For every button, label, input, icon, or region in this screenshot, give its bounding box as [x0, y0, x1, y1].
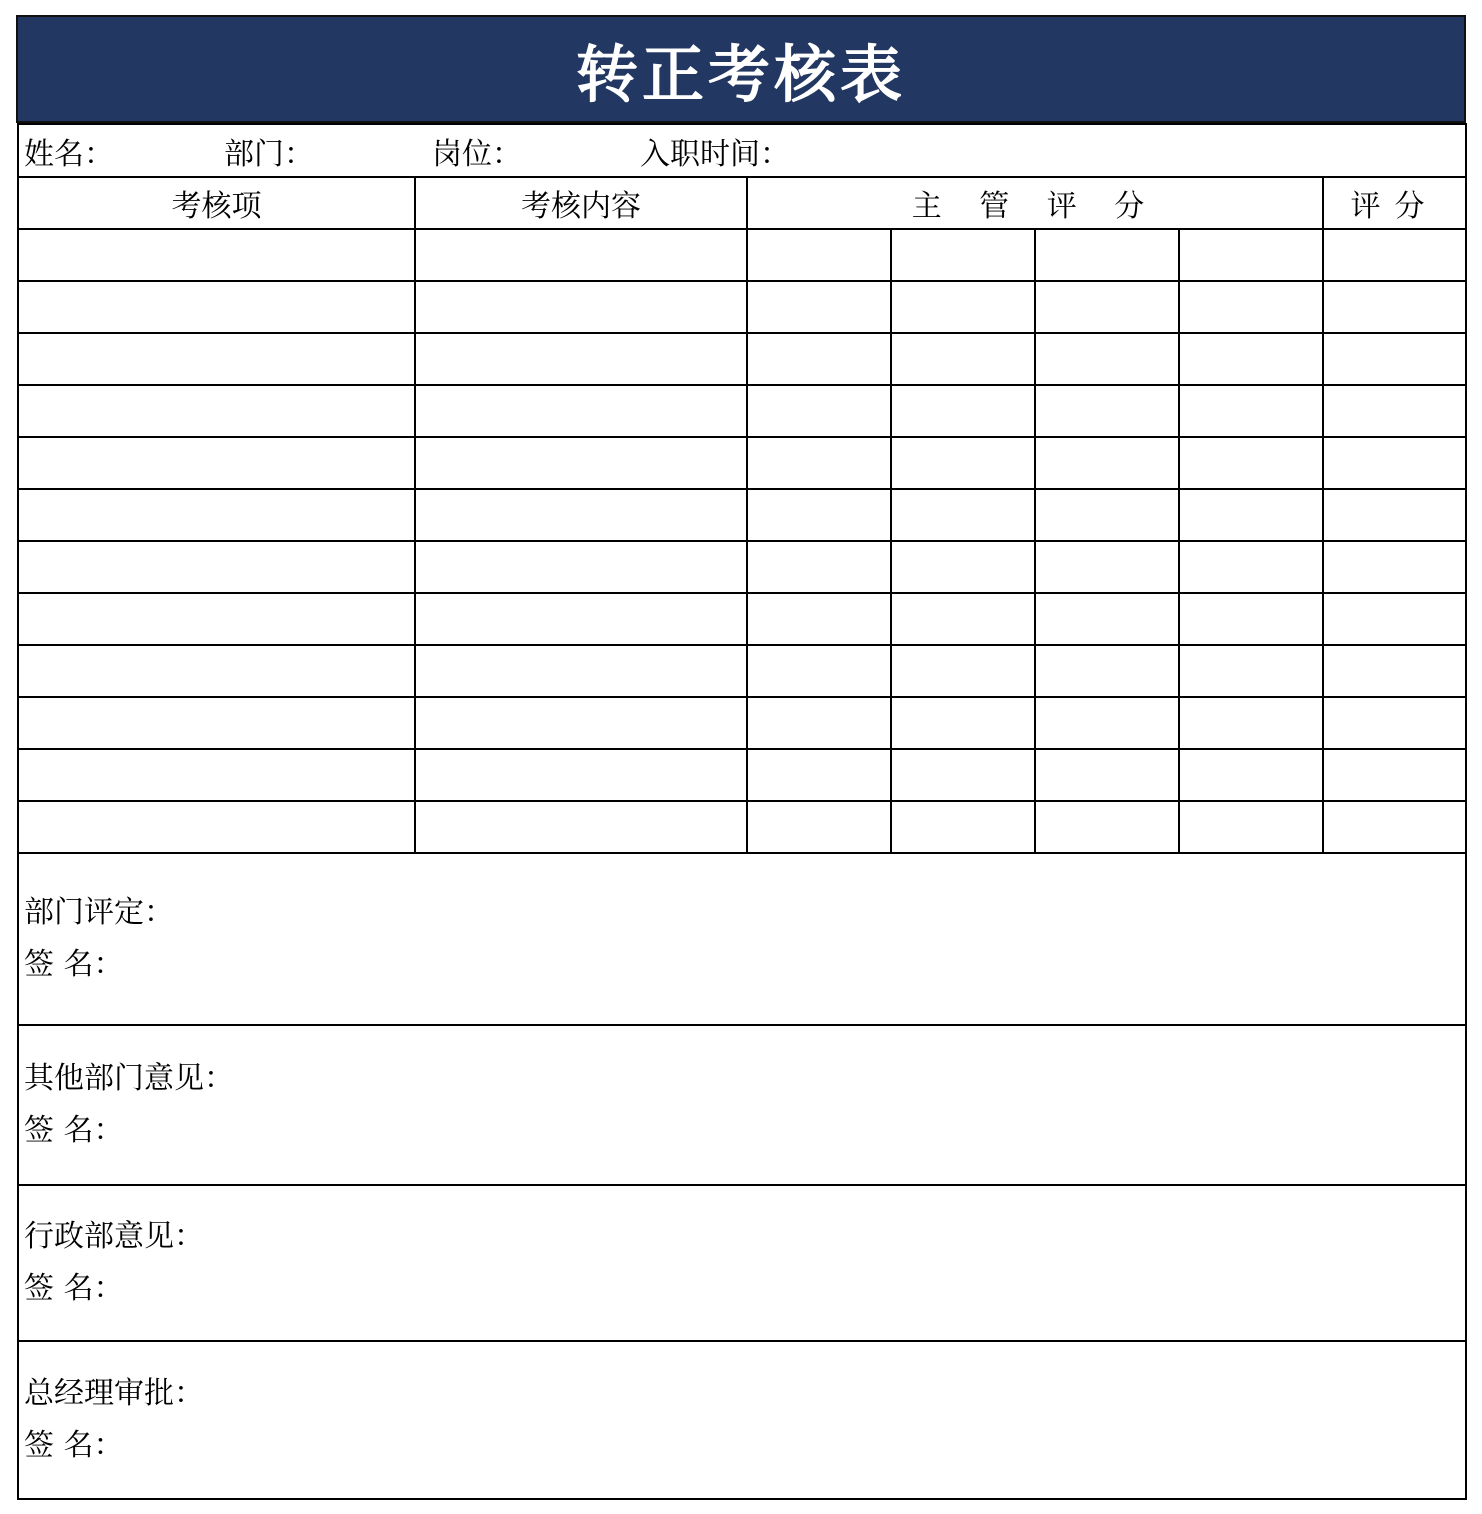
signature-label: 签 名：: [24, 1113, 124, 1148]
content-cell[interactable]: [415, 801, 747, 853]
table-row: [18, 749, 1466, 801]
score-cell[interactable]: [1323, 697, 1466, 749]
table-row: [18, 437, 1466, 489]
item-cell[interactable]: [18, 281, 415, 333]
table-row: [18, 593, 1466, 645]
supervisor-score-cell[interactable]: [1179, 645, 1323, 697]
item-cell[interactable]: [18, 801, 415, 853]
content-cell[interactable]: [415, 541, 747, 593]
opinion-cell[interactable]: [18, 1341, 1466, 1499]
content-cell[interactable]: [415, 749, 747, 801]
supervisor-score-cell[interactable]: [747, 385, 891, 437]
opinion-cell[interactable]: [18, 1025, 1466, 1185]
name-label: 姓名：: [24, 136, 114, 172]
hire-date-label: 入职时间：: [640, 136, 790, 172]
header-supervisor-score: 主 管 评 分: [747, 177, 1323, 229]
opinion-label: 部门评定：: [24, 895, 174, 930]
supervisor-score-cell[interactable]: [747, 593, 891, 645]
table-row: [18, 541, 1466, 593]
supervisor-score-cell[interactable]: [1179, 281, 1323, 333]
table-row: [18, 281, 1466, 333]
opinion-row: [18, 1025, 1466, 1185]
content-cell[interactable]: [415, 385, 747, 437]
supervisor-score-cell[interactable]: [747, 437, 891, 489]
score-cell[interactable]: [1323, 749, 1466, 801]
supervisor-score-cell[interactable]: [1035, 489, 1179, 541]
form-title: 转正考核表: [575, 37, 906, 111]
item-cell[interactable]: [18, 645, 415, 697]
opinion-row: [18, 853, 1466, 1025]
info-cell: [18, 124, 1466, 177]
supervisor-score-cell[interactable]: [1035, 437, 1179, 489]
supervisor-score-cell[interactable]: [1179, 801, 1323, 853]
opinion-cell[interactable]: [18, 1185, 1466, 1341]
table-row: [18, 385, 1466, 437]
supervisor-score-cell[interactable]: [891, 541, 1035, 593]
supervisor-score-cell[interactable]: [1035, 749, 1179, 801]
score-cell[interactable]: [1323, 437, 1466, 489]
item-cell[interactable]: [18, 333, 415, 385]
supervisor-score-cell[interactable]: [747, 697, 891, 749]
supervisor-score-cell[interactable]: [1035, 645, 1179, 697]
item-cell[interactable]: [18, 697, 415, 749]
supervisor-score-cell[interactable]: [747, 801, 891, 853]
table-row: [18, 333, 1466, 385]
score-cell[interactable]: [1323, 541, 1466, 593]
score-cell[interactable]: [1323, 645, 1466, 697]
item-cell[interactable]: [18, 437, 415, 489]
supervisor-score-cell[interactable]: [747, 749, 891, 801]
supervisor-score-cell[interactable]: [1035, 229, 1179, 281]
supervisor-score-cell[interactable]: [891, 697, 1035, 749]
supervisor-score-cell[interactable]: [1179, 333, 1323, 385]
table-row: [18, 801, 1466, 853]
title-bar: [16, 15, 1466, 123]
supervisor-score-cell[interactable]: [1035, 801, 1179, 853]
opinion-row: [18, 1185, 1466, 1341]
content-cell[interactable]: [415, 333, 747, 385]
dept-label: 部门：: [224, 136, 314, 172]
supervisor-score-cell[interactable]: [747, 281, 891, 333]
opinion-row: [18, 1341, 1466, 1499]
supervisor-score-cell[interactable]: [1179, 697, 1323, 749]
supervisor-score-cell[interactable]: [1035, 697, 1179, 749]
item-cell[interactable]: [18, 229, 415, 281]
supervisor-score-cell[interactable]: [891, 593, 1035, 645]
supervisor-score-cell[interactable]: [891, 749, 1035, 801]
score-cell[interactable]: [1323, 489, 1466, 541]
table-row: [18, 645, 1466, 697]
supervisor-score-cell[interactable]: [1179, 541, 1323, 593]
content-cell[interactable]: [415, 229, 747, 281]
supervisor-score-cell[interactable]: [747, 229, 891, 281]
supervisor-score-cell[interactable]: [891, 385, 1035, 437]
signature-label: 签 名：: [24, 1428, 124, 1463]
supervisor-score-cell[interactable]: [891, 801, 1035, 853]
item-cell[interactable]: [18, 749, 415, 801]
supervisor-score-cell[interactable]: [1035, 281, 1179, 333]
supervisor-score-cell[interactable]: [747, 645, 891, 697]
supervisor-score-cell[interactable]: [1179, 593, 1323, 645]
content-cell[interactable]: [415, 437, 747, 489]
opinion-cell[interactable]: [18, 853, 1466, 1025]
supervisor-score-cell[interactable]: [891, 489, 1035, 541]
supervisor-score-cell[interactable]: [891, 645, 1035, 697]
signature-label: 签 名：: [24, 1271, 124, 1306]
item-cell[interactable]: [18, 541, 415, 593]
header-score: 评分: [1323, 177, 1466, 229]
supervisor-score-cell[interactable]: [891, 437, 1035, 489]
table-row: [18, 229, 1466, 281]
supervisor-score-cell[interactable]: [747, 489, 891, 541]
supervisor-score-cell[interactable]: [1035, 541, 1179, 593]
supervisor-score-cell[interactable]: [1035, 593, 1179, 645]
signature-label: 签 名：: [24, 947, 124, 982]
post-label: 岗位：: [432, 136, 522, 172]
supervisor-score-cell[interactable]: [1179, 489, 1323, 541]
supervisor-score-cell[interactable]: [1179, 437, 1323, 489]
table-row: [18, 697, 1466, 749]
supervisor-score-cell[interactable]: [891, 281, 1035, 333]
score-cell[interactable]: [1323, 229, 1466, 281]
supervisor-score-cell[interactable]: [747, 333, 891, 385]
header-row: [18, 177, 1466, 229]
info-row: [18, 124, 1466, 177]
supervisor-score-cell[interactable]: [1035, 333, 1179, 385]
item-cell[interactable]: [18, 593, 415, 645]
item-cell[interactable]: [18, 385, 415, 437]
opinion-label: 总经理审批：: [24, 1376, 204, 1411]
supervisor-score-cell[interactable]: [891, 229, 1035, 281]
supervisor-score-cell[interactable]: [1035, 385, 1179, 437]
content-cell[interactable]: [415, 281, 747, 333]
content-cell[interactable]: [415, 489, 747, 541]
score-cell[interactable]: [1323, 333, 1466, 385]
content-cell[interactable]: [415, 697, 747, 749]
score-cell[interactable]: [1323, 281, 1466, 333]
header-assessment-content: 考核内容: [415, 177, 747, 229]
score-cell[interactable]: [1323, 385, 1466, 437]
supervisor-score-cell[interactable]: [1179, 229, 1323, 281]
opinion-label: 其他部门意见：: [24, 1061, 234, 1096]
header-assessment-item: 考核项: [18, 177, 415, 229]
opinion-label: 行政部意见：: [24, 1219, 204, 1254]
content-cell[interactable]: [415, 645, 747, 697]
item-cell[interactable]: [18, 489, 415, 541]
supervisor-score-cell[interactable]: [891, 333, 1035, 385]
assessment-table: [17, 123, 1467, 1500]
score-cell[interactable]: [1323, 801, 1466, 853]
supervisor-score-cell[interactable]: [1179, 385, 1323, 437]
table-row: [18, 489, 1466, 541]
score-cell[interactable]: [1323, 593, 1466, 645]
supervisor-score-cell[interactable]: [747, 541, 891, 593]
supervisor-score-cell[interactable]: [1179, 749, 1323, 801]
content-cell[interactable]: [415, 593, 747, 645]
